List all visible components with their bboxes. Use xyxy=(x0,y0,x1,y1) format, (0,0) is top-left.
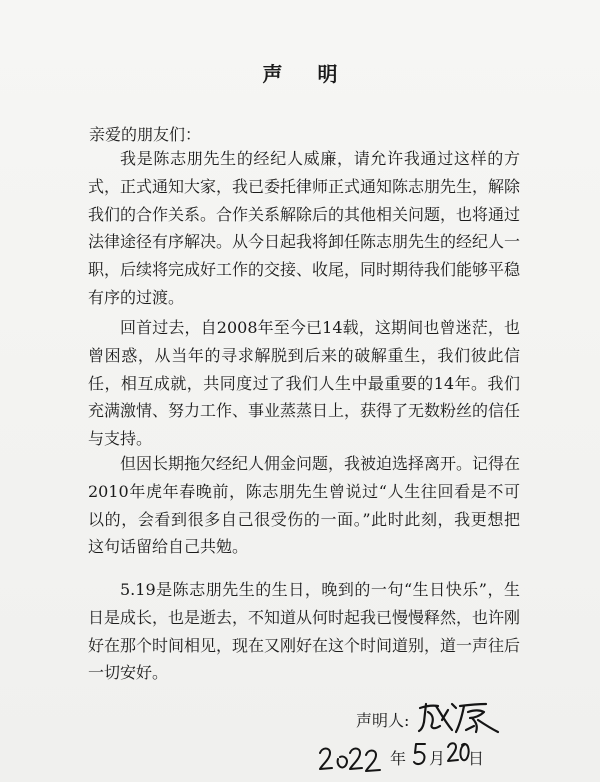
greeting: 亲爱的朋友们： xyxy=(89,125,202,144)
document-title: 声 明 xyxy=(262,62,352,86)
day-unit: 日 xyxy=(468,749,485,768)
paragraph-1: 我是陈志朋先生的经纪人威廉，请允许我通过这样的方式，正式通知大家，我已委托律师正式通知陈志朋先生，解除我们的合作关系。合作关系解除后的其他相关问题，也将通过法律途径有序解决。从今日起我将卸任陈志朋先生的经纪人一职，后续将完成好工作的交接、收尾，同时期待我们能够平稳有序的过渡。 xyxy=(88,149,521,307)
signature-label: 声明人: xyxy=(356,711,410,730)
paragraph-2: 回首过去，自2008年至今已14载，这期间也曾迷茫，也曾困惑，从当年的寻求解脱到后来的破解重生，我们彼此信任，相互成就，共同度过了我们人生中最重要的14年。我们充满激情、努力工作、事业蒸蒸日上，获得了无数粉丝的信任与支持。 xyxy=(88,318,521,449)
year-unit: 年 xyxy=(390,749,407,768)
month-unit: 月 xyxy=(429,749,446,768)
signing-date xyxy=(318,735,488,775)
handwritten-year xyxy=(318,741,388,773)
paragraph-4: 5.19是陈志朋先生的生日，晚到的一句“生日快乐”，生日是成长，也是逝去，不知道从何时起我已慢慢释然，也许刚好在那个时间相见，现在又刚好在这个时间道别，道一声往后一切安好。 xyxy=(88,580,521,683)
handwritten-signature xyxy=(416,700,502,734)
paragraph-3: 但因长期拖欠经纪人佣金问题，我被迫选择离开。记得在2010年虎年春晚前，陈志朋先生曾说过“人生往回看是不可以的，会看到很多自己很受伤的一面。”此时此刻，我更想把这句话留给自己共勉。 xyxy=(88,454,521,557)
handwritten-month xyxy=(411,741,429,769)
signing-date-text xyxy=(318,735,319,736)
